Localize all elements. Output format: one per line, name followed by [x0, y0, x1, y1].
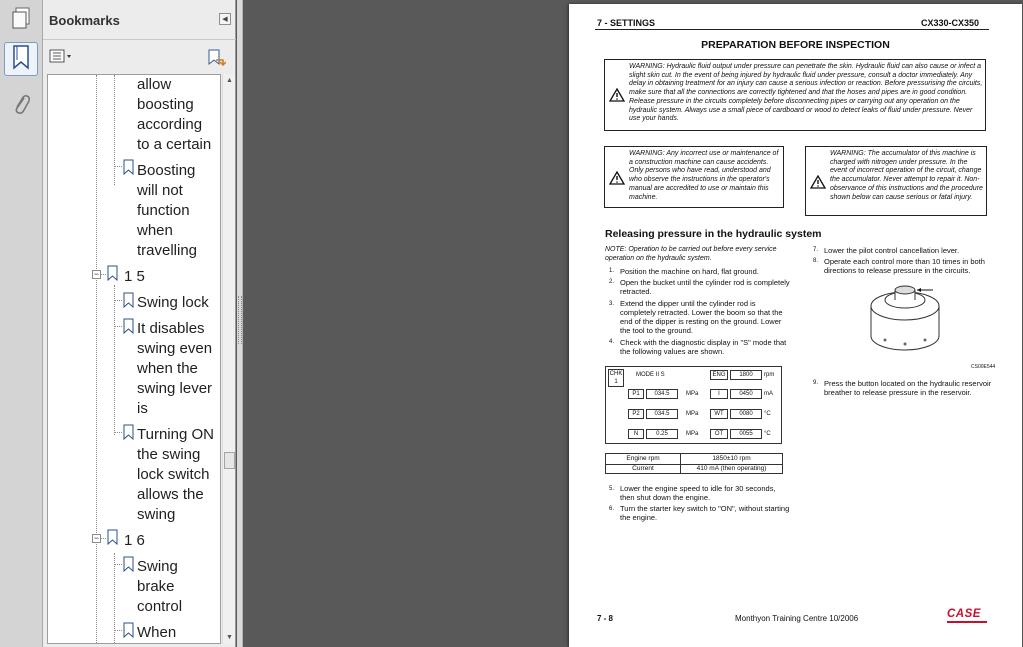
warning-box-hydraulic [604, 59, 986, 131]
expand-bookmark-button[interactable] [206, 49, 226, 67]
bookmark-label-line: swing even [137, 340, 213, 357]
p2-unit: MPa [686, 411, 699, 417]
n-value: 0.25 [646, 429, 678, 439]
bookmark-icon [122, 556, 136, 572]
bookmarks-panel-button[interactable] [4, 42, 38, 76]
bookmark-item-allow-boosting[interactable] [137, 75, 219, 155]
page-footer-center: Monthyon Training Centre 10/2006 [735, 614, 859, 623]
warning-triangle-icon [609, 171, 625, 190]
bookmark-item-when[interactable] [137, 623, 219, 643]
figure-code: CS00E544 [971, 364, 996, 370]
n-unit: MPa [686, 431, 699, 437]
bookmark-label-line: allow [137, 76, 172, 93]
step-text: Press the button located on the hydraulic reservoir breather to release pressure in the reservoir. [824, 379, 992, 397]
bookmark-item-turning-on-swing[interactable] [137, 425, 219, 525]
case-logo: CASE [947, 608, 981, 620]
section-title: Releasing pressure in the hydraulic system [605, 228, 822, 240]
warning-text-accumulator: WARNING: The accumulator of this machine is charged with nitrogen under pressure. In the event of incorrect operation of the circuit, change the accumulator. Never attempt to repair it. Non-observance of this instructions and the procedure shown below can cause serious or fatal injury. [830, 150, 983, 201]
bookmark-label-line: Turning ON [137, 426, 214, 443]
step-text: Turn the starter key switch to "ON", without starting the engine. [620, 504, 790, 522]
bookmark-label-line: Boosting [137, 162, 196, 179]
step-text: Open the bucket until the cylinder rod is completely retracted. [620, 278, 790, 296]
step-number: 8. [813, 258, 819, 264]
bookmark-item-swing-brake-control[interactable] [137, 557, 219, 617]
page-footer-number: 7 - 8 [597, 614, 614, 623]
bookmark-icon [106, 529, 120, 545]
eng-value: 1800 [730, 370, 762, 380]
navigation-tool-strip [0, 0, 43, 647]
bookmark-ribbon-icon [10, 44, 32, 75]
warning-box-accumulator [805, 146, 987, 216]
collapse-toggle[interactable]: − [93, 269, 100, 279]
collapse-panel-button[interactable] [219, 13, 231, 25]
bookmark-label-line: the swing [137, 446, 201, 463]
bookmark-section-15[interactable]: 1 5 [124, 268, 145, 285]
pages-panel-button[interactable] [4, 4, 38, 38]
bookmark-icon [122, 424, 136, 440]
bookmark-label-line: will not [137, 182, 183, 199]
step-text: Lower the engine speed to idle for 30 seconds, then shut down the engine. [620, 484, 776, 502]
p1-value: 034.5 [646, 389, 678, 399]
bookmark-label-line: function [137, 202, 190, 219]
wt-unit: °C [764, 411, 771, 417]
step-number: 7. [813, 247, 819, 253]
bookmark-item-swing-lock[interactable] [137, 293, 219, 313]
chk-value: 1 [614, 379, 618, 385]
page-header-section: 7 - SETTINGS [597, 18, 656, 28]
options-menu-button[interactable] [49, 49, 77, 67]
bookmark-label-line: according [137, 116, 203, 133]
spec-value: 1850±10 rpm [712, 455, 751, 462]
spec-label: Current [632, 465, 654, 472]
bookmark-icon [122, 622, 136, 638]
wt-label: WT [710, 409, 728, 419]
bookmark-label-line: is [137, 400, 148, 417]
scroll-thumb[interactable] [224, 452, 235, 469]
bookmark-label-line: lock switch [137, 466, 210, 483]
step-number: 6. [609, 506, 615, 512]
bookmark-label-line: boosting [137, 96, 194, 113]
page-title: PREPARATION BEFORE INSPECTION [701, 39, 890, 51]
panel-header [43, 0, 236, 40]
step-number: 1. [609, 268, 615, 274]
attachments-panel-button[interactable] [4, 90, 38, 124]
document-view [243, 0, 1023, 647]
bookmark-label-line: brake [137, 578, 175, 595]
step-text: Operate each control more than 10 times in both directions to release pressure in the circuits. [824, 257, 985, 275]
bookmark-section-16[interactable]: 1 6 [124, 532, 145, 549]
step-number: 3. [609, 301, 615, 307]
bookmark-label-line: Swing lock [137, 294, 209, 311]
bookmark-label-line: Swing [137, 558, 178, 575]
diagnostic-display [605, 366, 782, 444]
bookmark-icon [122, 318, 136, 334]
page-header-model: CX330-CX350 [921, 18, 980, 28]
chk-label: CHK [609, 371, 623, 377]
splitter-grip-icon [238, 296, 242, 344]
step-number: 5. [609, 486, 615, 492]
options-menu-icon [49, 49, 75, 68]
bookmark-label-line: swing [137, 506, 176, 523]
bookmark-label-line: to a certain [137, 136, 212, 153]
i-unit: mA [764, 391, 773, 397]
i-value: 0450 [730, 389, 762, 399]
ot-value: 0055 [730, 429, 762, 439]
spec-label: Engine rpm [626, 455, 660, 462]
step-number: 9. [813, 380, 819, 386]
bookmark-scrollbar[interactable] [222, 74, 235, 644]
collapse-toggle[interactable]: − [93, 533, 100, 543]
rpm-unit: rpm [764, 372, 775, 378]
bookmark-label-line: swing lever [137, 380, 213, 397]
step-text: Extend the dipper until the cylinder rod is completely retracted. Lower the boom so that the end of the dipper is resting on the ground. Lower the tool to the ground. [620, 299, 783, 335]
eng-label: ENG [710, 370, 728, 380]
collapse-left-icon: ◀ [222, 16, 228, 23]
document-page [569, 4, 1022, 647]
bookmark-label-line: control [137, 598, 183, 615]
expand-bookmark-icon [206, 54, 226, 71]
bookmark-item-boosting-travelling[interactable] [137, 161, 219, 261]
ot-label: OT [710, 429, 728, 439]
p1-unit: MPa [686, 391, 699, 397]
mode-label: MODE II S [636, 372, 665, 378]
ot-unit: °C [764, 431, 771, 437]
bookmark-label-line: when [137, 222, 173, 239]
bookmark-label-line: It disables [137, 320, 205, 337]
pages-icon [10, 7, 32, 36]
bookmark-label-line: allows the [137, 486, 204, 503]
wt-value: 0080 [730, 409, 762, 419]
spec-value: 410 mA (then operating) [696, 465, 767, 472]
paperclip-icon [10, 92, 32, 123]
step-number: 2. [609, 279, 615, 285]
warning-triangle-icon [810, 175, 826, 194]
bookmark-icon [122, 159, 136, 175]
p2-value: 034.5 [646, 409, 678, 419]
bookmark-icon [122, 292, 136, 308]
step-text: Position the machine on hard, flat ground. [620, 267, 759, 276]
step-number: 4. [609, 339, 615, 345]
bookmark-icon [106, 265, 120, 281]
scroll-up-arrow-icon[interactable]: ▲ [226, 77, 233, 84]
bookmark-label-line: When [137, 624, 177, 641]
warning-text-hydraulic: WARNING: Hydraulic fluid output under pressure can penetrate the skin. Hydraulic fluid can also cause or infect a slight skin cut. In the event of being injured by hydraulic fluid under pressure, consult a doctor immediately. Any delay in obtaining treatment for an injury can cause a serious infection or reaction. Before pressurising the circuits, make sure that all the connections are correctly tightened and that the hoses and pipes are in good condition. Release pressure in the circuits completely before disconnecting pipes or carrying out any operation on the hydraulic system. Always use a small piece of cardboard or wood to detect leaks of fluid under pressure. Never use your hands. [629, 63, 983, 123]
warning-text-usage: WARNING: Any incorrect use or maintenance of a construction machine can cause accidents. Only persons who have read, understood and who observe the instructions in the operator's manual are accredited to use or maintain this machine. [629, 150, 779, 201]
panel-title: Bookmarks [49, 13, 120, 28]
i-label: I [710, 389, 728, 399]
warning-box-usage [604, 146, 784, 208]
n-label: N [628, 429, 644, 439]
bookmark-tree [47, 74, 221, 644]
step-text: Check with the diagnostic display in "S" mode that the following values are shown. [620, 338, 787, 356]
chk-cell [608, 369, 624, 387]
step-text: Lower the pilot control cancellation lever. [824, 246, 960, 255]
note-text: NOTE: Operation to be carried out before every service operation on the hydraulic system. [605, 246, 777, 262]
panel-toolbar [43, 41, 236, 73]
p1-label: P1 [628, 389, 644, 399]
bookmark-item-disables-swing[interactable] [137, 319, 219, 419]
bookmarks-panel [43, 0, 236, 647]
warning-triangle-icon [609, 88, 625, 107]
reservoir-breather-figure [865, 278, 955, 358]
spec-table [605, 453, 783, 474]
bookmark-label-line: when the [137, 360, 198, 377]
p2-label: P2 [628, 409, 644, 419]
scroll-down-arrow-icon[interactable]: ▼ [226, 634, 233, 641]
bookmark-label-line: travelling [137, 242, 198, 259]
